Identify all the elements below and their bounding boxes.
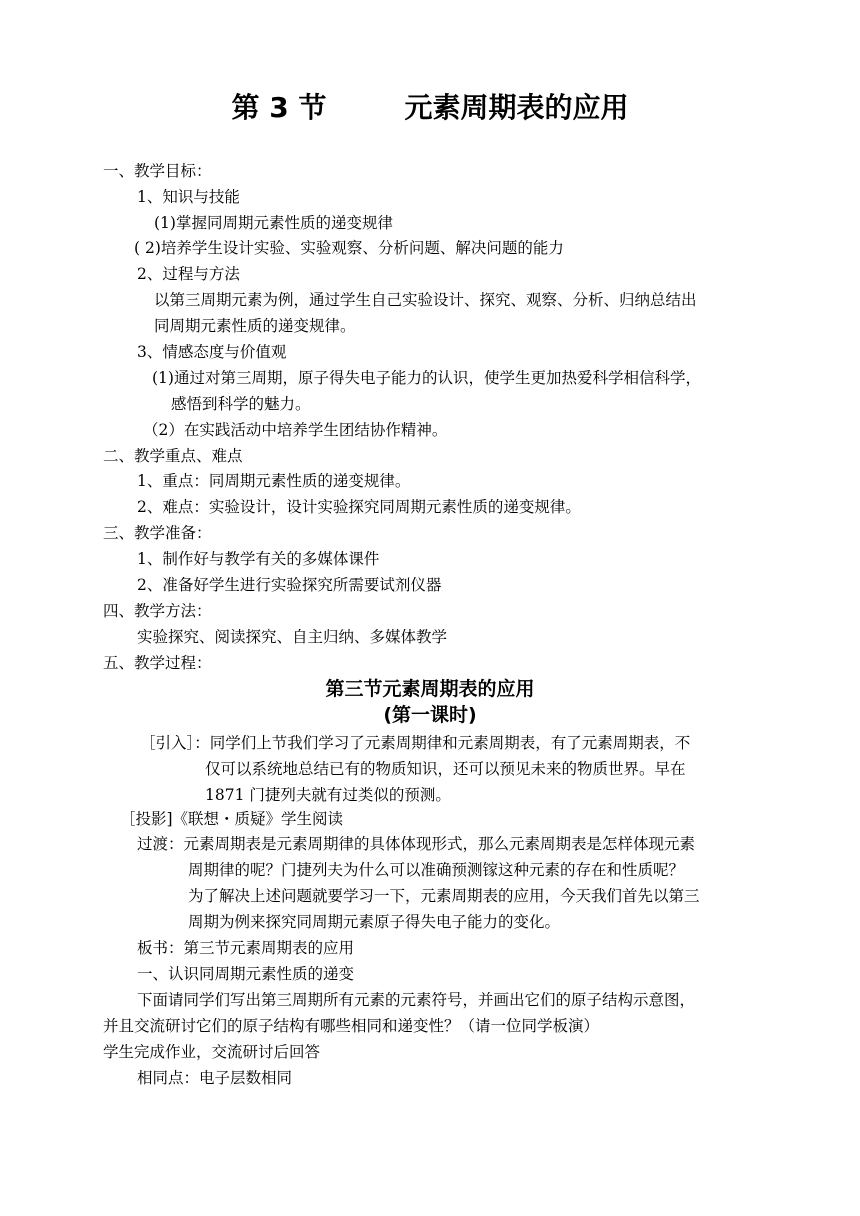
objective-attitude-1-cont: 感悟到科学的魅力。 (171, 395, 311, 413)
page-title: 第 3 节 元素周期表的应用 (231, 91, 629, 124)
heading-process: 五、教学过程： (103, 654, 212, 672)
objective-attitude-1: (1)通过对第三周期，原子得失电子能力的认识，使学生更加热爱科学相信科学， (152, 369, 701, 387)
objective-attitude-2: （2）在实践活动中培养学生团结协作精神。 (143, 421, 448, 439)
objective-attitude: 3、情感态度与价值观 (137, 343, 287, 361)
preparation-1: 1、制作好与教学有关的多媒体课件 (137, 550, 380, 568)
instruction-line-1: 下面请同学们写出第三周期所有元素的元素符号，并画出它们的原子结构示意图， (137, 991, 696, 1009)
section-title: 第三节元素周期表的应用 (325, 678, 535, 700)
board-line: 板书：第三节元素周期表的应用 (137, 939, 355, 957)
intro-line-3: 1871 门捷列夫就有过类似的预测。 (205, 786, 451, 804)
transition-line-3: 为了解决上述问题就要学习一下，元素周期表的应用，今天我们首先以第三 (188, 887, 700, 905)
heading-methods: 四、教学方法： (103, 602, 212, 620)
objective-knowledge: 1、知识与技能 (137, 188, 240, 206)
transition-line-4: 周期为例来探究同周期元素原子得失电子能力的变化。 (188, 913, 561, 931)
instruction-line-2: 并且交流研讨它们的原子结构有哪些相同和递变性？（请一位同学板演） (103, 1017, 600, 1035)
objective-process: 2、过程与方法 (137, 265, 240, 283)
heading-objectives: 一、教学目标： (103, 162, 212, 180)
objective-knowledge-1: (1)掌握同周期元素性质的递变规律 (154, 214, 393, 232)
intro-line-1: ［引入］：同学们上节我们学习了元素周期律和元素周期表，有了元素周期表，不 (140, 734, 691, 752)
methods-text: 实验探究、阅读探究、自主归纳、多媒体教学 (137, 628, 448, 646)
subheading-recognize: 一、认识同周期元素性质的递变 (137, 965, 355, 983)
preparation-2: 2、准备好学生进行实验探究所需要试剂仪器 (137, 576, 442, 594)
heading-preparation: 三、教学准备： (103, 524, 212, 542)
student-response: 学生完成作业，交流研讨后回答 (103, 1043, 321, 1061)
section-subtitle: (第一课时) (383, 704, 477, 726)
objective-knowledge-2: ( 2)培养学生设计实验、实验观察、分析问题、解决问题的能力 (134, 239, 564, 257)
projection-line: ［投影]《联想・质疑》学生阅读 (120, 810, 344, 828)
heading-key-points: 二、教学重点、难点 (103, 447, 243, 465)
objective-process-text: 以第三周期元素为例，通过学生自己实验设计、探究、观察、分析、归纳总结出 (154, 291, 697, 309)
difficult-point: 2、难点：实验设计，设计实验探究同周期元素性质的递变规律。 (137, 498, 581, 516)
transition-line-1: 过渡：元素周期表是元素周期律的具体体现形式，那么元素周期表是怎样体现元素 (137, 835, 696, 853)
intro-line-2: 仅可以系统地总结已有的物质知识，还可以预见未来的物质世界。早在 (205, 760, 686, 778)
similarity-line: 相同点：电子层数相同 (137, 1069, 293, 1087)
key-point: 1、重点：同周期元素性质的递变规律。 (137, 472, 411, 490)
transition-line-2: 周期律的呢？门捷列夫为什么可以准确预测镓这种元素的存在和性质呢？ (188, 861, 685, 879)
objective-process-text-cont: 同周期元素性质的递变规律。 (154, 317, 356, 335)
